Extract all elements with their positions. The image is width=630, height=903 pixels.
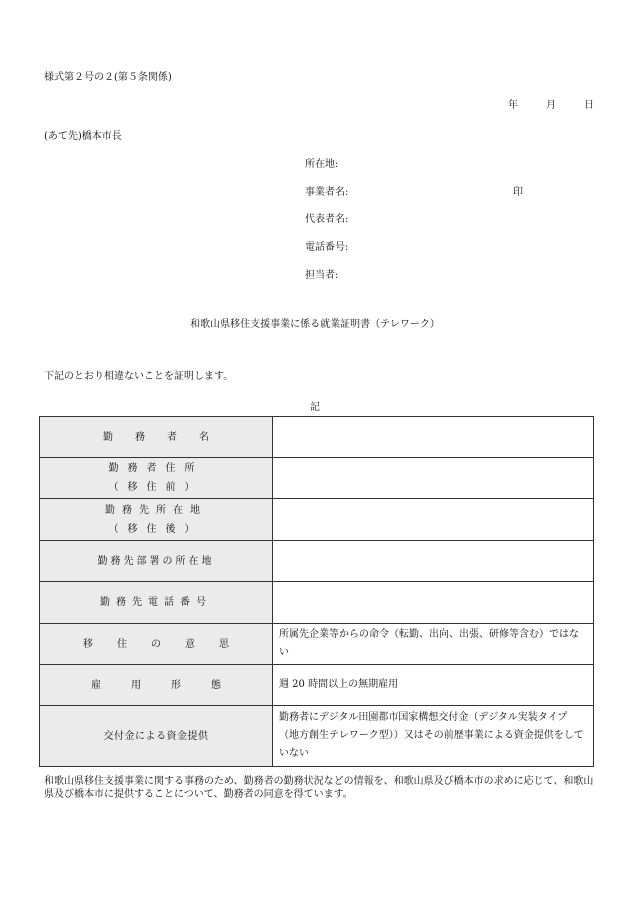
certificate-table [39, 416, 594, 767]
date-year: 年 [508, 100, 518, 111]
ki-heading: 記 [310, 402, 320, 413]
row-label: 勤務先部署の所在地 [40, 541, 273, 582]
department-address-field[interactable] [273, 541, 594, 582]
row-label: 勤務先所在地 （移住後） [40, 499, 273, 541]
phone-label: 電話番号: [305, 242, 349, 253]
table-row [40, 624, 594, 665]
funding-value: 勤務者にデジタル田園都市国家構想交付金（デジタル実装タイプ（地方創生テレワーク型））又はその前歴事業による資金提供をしていない [273, 706, 594, 767]
row-label: 雇用形態 [40, 665, 273, 706]
table-row [40, 417, 594, 458]
worker-name-field[interactable] [273, 417, 594, 458]
seal-mark: 印 [513, 187, 523, 198]
date-line [508, 96, 594, 111]
table-row [40, 582, 594, 624]
relocation-intent-value: 所属先企業等からの命令（転勤、出向、出張、研修等含む）ではない [273, 624, 594, 665]
table-row [40, 458, 594, 499]
worker-address-field[interactable] [273, 458, 594, 499]
company-label: 事業者名: [305, 187, 349, 198]
workplace-phone-field[interactable] [273, 582, 594, 624]
date-month: 月 [546, 100, 556, 111]
form-number: 様式第２号の２(第５条関係) [44, 72, 172, 83]
consent-note: 和歌山県移住支援事業に関する事務のため、勤務者の勤務状況などの情報を、和歌山県及び橋本市の求めに応じて、和歌山県及び橋本市に提供することについて、勤務者の同意を得ています。 [44, 776, 594, 800]
contact-label: 担当者: [305, 270, 339, 281]
intro-text: 下記のとおり相違ないことを証明します。 [44, 371, 234, 382]
addressee: (あて先)橋本市長 [44, 131, 122, 142]
table-row [40, 499, 594, 541]
table-row [40, 541, 594, 582]
workplace-address-field[interactable] [273, 499, 594, 541]
row-label: 勤務先電話番号 [40, 582, 273, 624]
row-label: 勤務者名 [40, 417, 273, 458]
row-label: 勤務者住所 （移住前） [40, 458, 273, 499]
table-row [40, 706, 594, 767]
representative-label: 代表者名: [305, 214, 349, 225]
row-label: 交付金による資金提供 [40, 706, 273, 767]
date-day: 日 [584, 100, 594, 111]
document-title: 和歌山県移住支援事業に係る就業証明書（テレワーク） [190, 319, 440, 330]
employment-type-value: 週 20 時間以上の無期雇用 [273, 665, 594, 706]
row-label: 移住の意思 [40, 624, 273, 665]
table-row [40, 665, 594, 706]
address-label: 所在地: [305, 159, 339, 170]
